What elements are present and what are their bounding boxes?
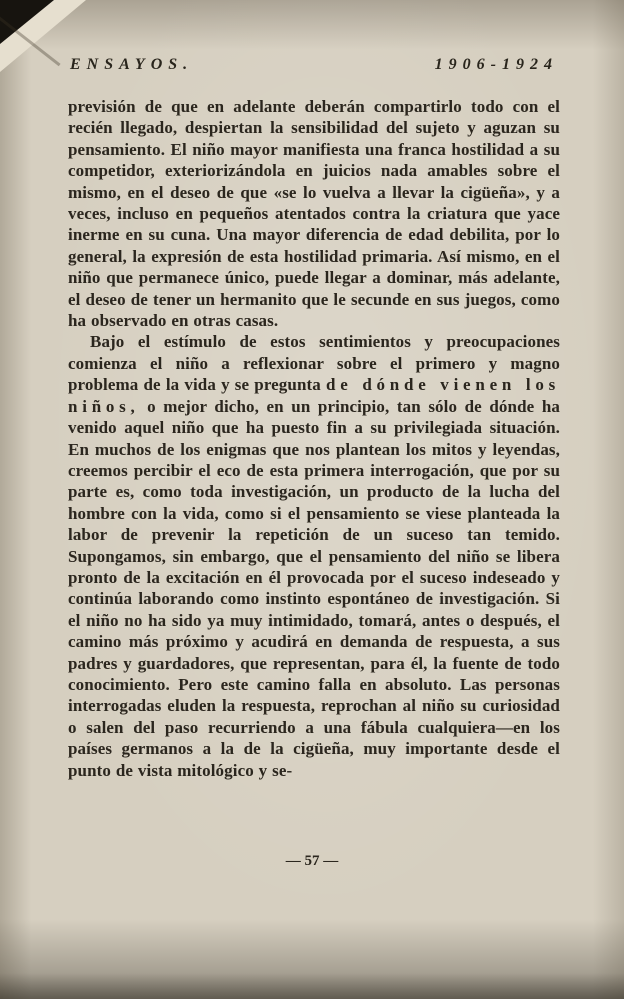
body-text xyxy=(68,96,560,781)
paragraph-2-pre: Bajo el estímulo de estos sentimientos y preocupaciones comienza el niño a reflexionar sobre el primero y magno problema de la vida y se pregunta xyxy=(68,332,560,395)
paragraph-2 xyxy=(68,331,560,781)
paragraph-1: previsión de que en adelante deberán compartirlo todo con el recién llegado, despiertan la sensibilidad del sujeto y aguzan su pensamiento. El niño mayor manifiesta una franca hostilidad a su competidor, exteriorizándola en juicios nada amables sobre el mismo, en el deseo de que «se lo vuelva a llevar la cigüeña», y a veces, incluso en pequeños atentados contra la criatura que yace inerme en su cuna. Una mayor diferencia de edad debilita, por lo general, la expresión de esta hostilidad primaria. Así mismo, en el niño que permanece único, puede llegar a dominar, más adelante, el deseo de tener un hermanito que le secunde en sus juegos, como ha observado en otras casas. xyxy=(68,97,560,331)
header-title: ENSAYOS. xyxy=(70,56,194,73)
page-number: — 57 — xyxy=(285,853,339,869)
page-bottom-edge xyxy=(0,973,624,999)
running-header xyxy=(70,56,558,74)
header-years: 1906-1924 xyxy=(434,56,558,73)
paragraph-2-post: o mejor dicho, en un principio, tan sólo de dónde ha venido aquel niño que ha puesto fin a su privilegiada situación. En muchos de los enigmas que nos plantean los mitos y leyendas, creemos percibir el eco de esta primera interrogación, que por su parte es, como toda investigación, un producto de la lucha del hombre con la vida, como si el pensamiento se viese planteada la labor de prevenir la repetición de un suceso tan temido. Supongamos, sin embargo, que el pensamiento del niño se libera pronto de la excitación en él provocada por el suceso indeseado y continúa laborando como instinto espontáneo de investigación. Si el niño no ha sido ya muy intimidado, tomará, antes o después, el camino más próximo y acudirá en demanda de respuesta, a sus padres y guardadores, que representan, para él, la fuente de todo conocimiento. Pero este camino falla en absoluto. Las personas interrogadas eluden la respuesta, reprochan al niño su curiosidad o salen del paso recurriendo a una fábula cualquiera—en los países germanos a la de la cigüeña, muy importante desde el punto de vista mitológico y se- xyxy=(68,396,560,780)
emphasized-phrase: de dónde vienen los niños, xyxy=(68,375,560,416)
